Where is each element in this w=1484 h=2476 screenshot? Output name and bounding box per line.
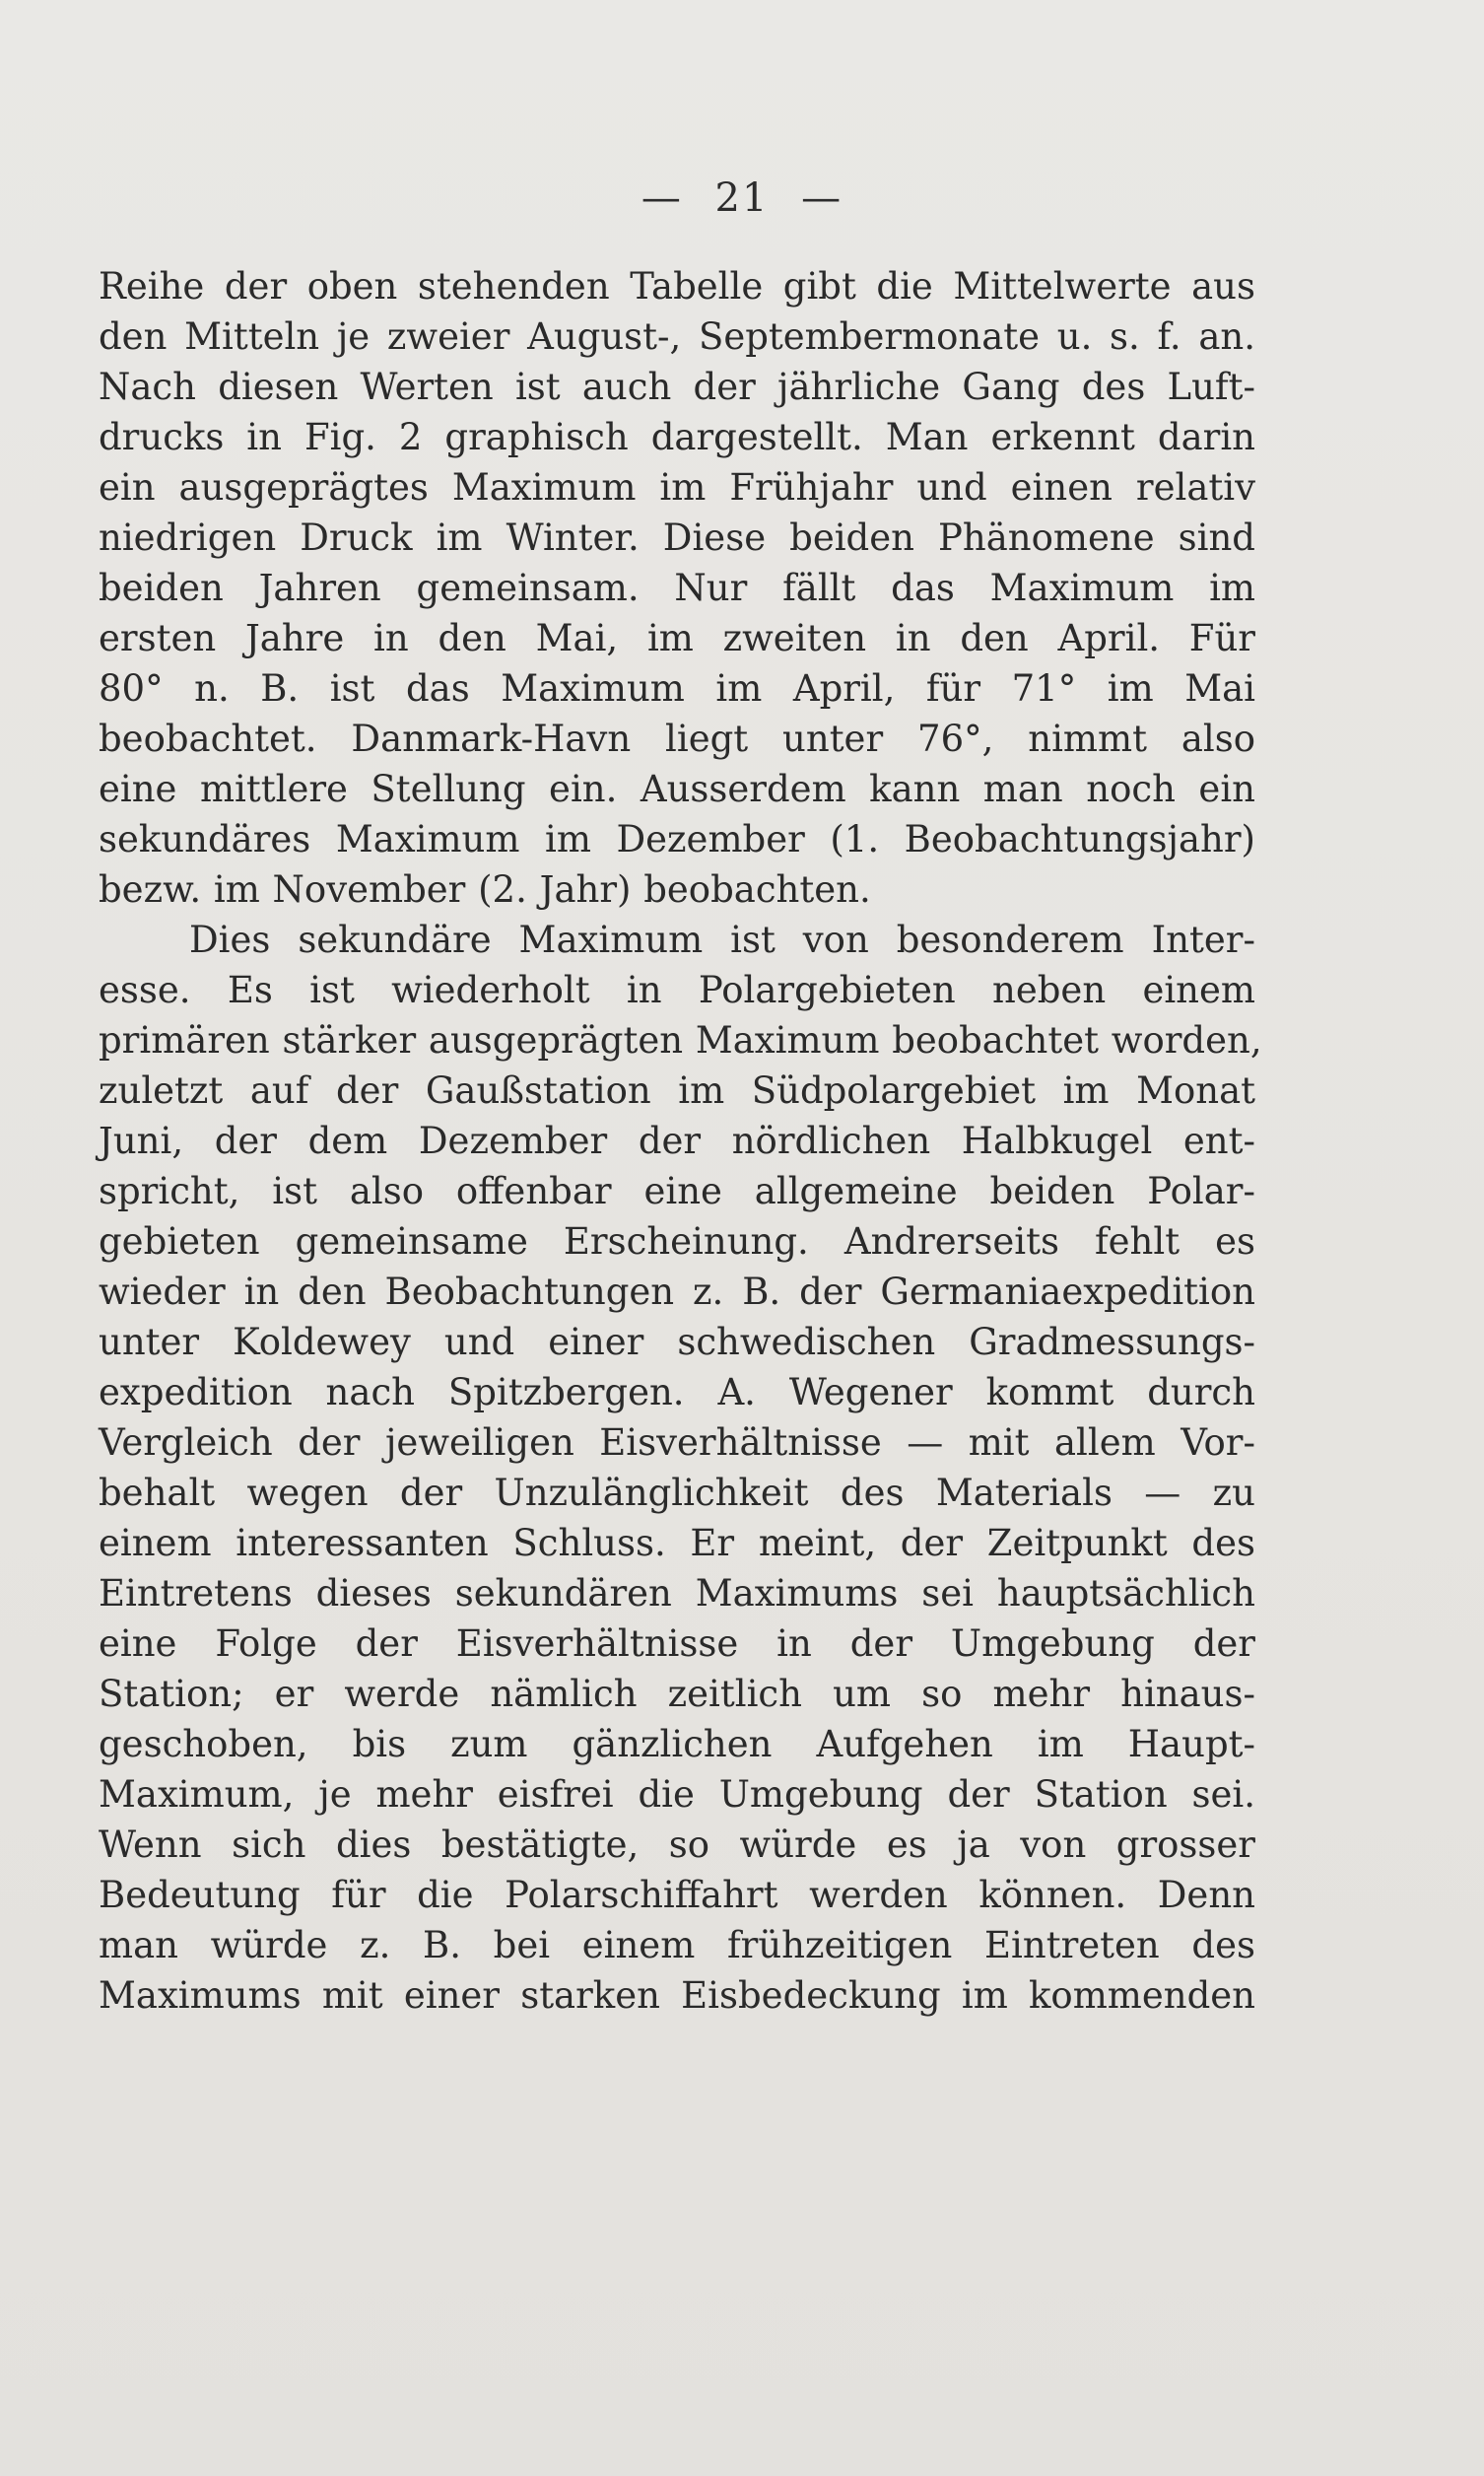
text-line: wieder in den Beobachtungen z. B. der Germaniaexpedition <box>99 1271 1255 1313</box>
text-line: primären stärker ausgeprägten Maximum beobachtet worden, <box>99 1019 1262 1062</box>
text-line: man würde z. B. bei einem frühzeitigen Eintreten des <box>99 1924 1255 1966</box>
text-line: geschoben, bis zum gänzlichen Aufgehen im Haupt- <box>99 1723 1255 1765</box>
text-line: eine Folge der Eisverhältnisse in der Umgebung der <box>99 1622 1255 1665</box>
text-line: den Mitteln je zweier August-, Septembermonate u. s. f. an. <box>99 315 1255 358</box>
text-line: Vergleich der jeweiligen Eisverhältnisse — mit allem Vor- <box>99 1421 1255 1464</box>
text-line: Nach diesen Werten ist auch der jährliche Gang des Luft- <box>99 366 1255 408</box>
body-text <box>99 261 1262 2021</box>
text-line: niedrigen Druck im Winter. Diese beiden Phänomene sind <box>99 516 1255 559</box>
text-line: drucks in Fig. 2 graphisch dargestellt. Man erkennt darin <box>99 416 1255 458</box>
text-line: unter Koldewey und einer schwedischen Gradmessungs- <box>99 1321 1255 1363</box>
text-line: bezw. im November (2. Jahr) beobachten. <box>99 868 871 911</box>
text-line: Eintretens dieses sekundären Maximums sei hauptsächlich <box>99 1572 1255 1615</box>
text-line: gebieten gemeinsame Erscheinung. Andrerseits fehlt es <box>99 1220 1255 1263</box>
text-line: esse. Es ist wiederholt in Polargebieten neben einem <box>99 969 1255 1011</box>
text-line: 80° n. B. ist das Maximum im April, für 71° im Mai <box>99 667 1255 710</box>
text-line: ersten Jahre in den Mai, im zweiten in den April. Für <box>99 617 1255 659</box>
text-line: Station; er werde nämlich zeitlich um so mehr hinaus- <box>99 1673 1255 1715</box>
text-line: beobachtet. Danmark-Havn liegt unter 76°, nimmt also <box>99 718 1255 760</box>
text-line: Bedeutung für die Polarschiffahrt werden können. Denn <box>99 1874 1255 1916</box>
page-number: — 21 — <box>641 175 843 221</box>
text-line: sekundäres Maximum im Dezember (1. Beobachtungsjahr) <box>99 818 1255 860</box>
text-line: zuletzt auf der Gaußstation im Südpolargebiet im Monat <box>99 1069 1255 1112</box>
text-line: Maximums mit einer starken Eisbedeckung im kommenden <box>99 1974 1255 2017</box>
text-line: Maximum, je mehr eisfrei die Umgebung der Station sei. <box>99 1773 1255 1816</box>
text-line: expedition nach Spitzbergen. A. Wegener kommt durch <box>99 1371 1255 1413</box>
text-line: Juni, der dem Dezember der nördlichen Halbkugel ent- <box>99 1120 1255 1162</box>
text-line: behalt wegen der Unzulänglichkeit des Materials — zu <box>99 1472 1255 1514</box>
text-line: beiden Jahren gemeinsam. Nur fällt das Maximum im <box>99 567 1255 609</box>
text-line: Reihe der oben stehenden Tabelle gibt die Mittelwerte aus <box>99 265 1255 308</box>
text-line: eine mittlere Stellung ein. Ausserdem kann man noch ein <box>99 768 1255 810</box>
text-line: Wenn sich dies bestätigte, so würde es ja von grosser <box>99 1823 1255 1866</box>
text-line: Dies sekundäre Maximum ist von besonderem Inter- <box>189 919 1255 961</box>
text-line: einem interessanten Schluss. Er meint, der Zeitpunkt des <box>99 1522 1255 1564</box>
text-line: ein ausgeprägtes Maximum im Frühjahr und einen relativ <box>99 466 1255 509</box>
text-line: spricht, ist also offenbar eine allgemeine beiden Polar- <box>99 1170 1255 1212</box>
